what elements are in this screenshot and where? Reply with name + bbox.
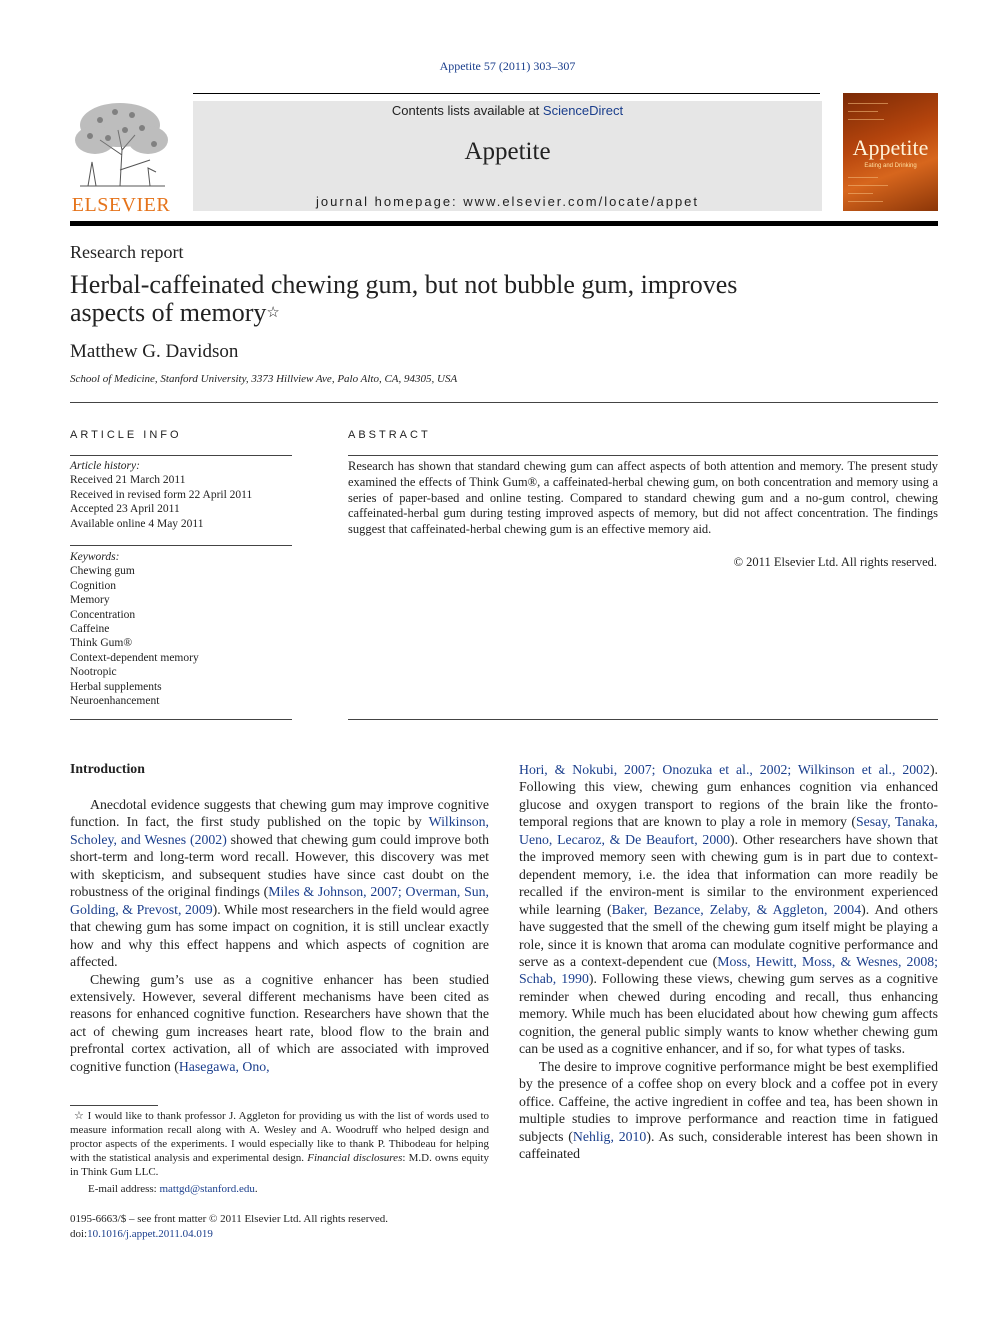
citation-link[interactable]: Miles & Johnson, 2007; Overman, Sun, Golding, & Prevost, 2009 xyxy=(70,884,489,917)
abstract-bottom-rule xyxy=(348,719,938,720)
issn-block xyxy=(70,1212,388,1242)
journal-title: Appetite xyxy=(464,138,551,165)
article-history xyxy=(70,459,292,531)
doi-line: doi:10.1016/j.appet.2011.04.019 xyxy=(70,1228,213,1240)
keyword-item: Concentration xyxy=(70,608,136,621)
cover-subtitle: Eating and Drinking xyxy=(864,163,917,169)
body-left-column xyxy=(70,796,489,1075)
journal-banner xyxy=(193,101,822,211)
keyword-item: Neuroenhancement xyxy=(70,695,160,708)
body-right-column xyxy=(519,761,938,1162)
cover-title: Appetite xyxy=(852,135,929,160)
section-heading-introduction: Introduction xyxy=(70,761,145,776)
keyword-item: Caffeine xyxy=(70,623,110,636)
keyword-item: Think Gum® xyxy=(70,637,133,650)
article-info-bottom-rule xyxy=(70,719,292,720)
keyword-item: Herbal supplements xyxy=(70,680,162,693)
paragraph: Chewing gum’s use as a cognitive enhancer has been studied extensively. However, several different mechanisms have been cited as reasons for enhanced cognitive function. Researchers have shown that the act of chewing gum increases heart rate, blood flow to the brain and prefrontal cortex activation, all of which are associated with improved cognitive function (Hasegawa, Ono, xyxy=(70,971,489,1074)
citation-link[interactable]: Nehlig, 2010 xyxy=(572,1128,647,1144)
history-item: Accepted 23 April 2011 xyxy=(70,503,180,516)
abstract-rule xyxy=(348,455,938,456)
keyword-item: Context-dependent memory xyxy=(70,651,199,664)
citation-link[interactable]: Moss, Hewitt, Moss, & Wesnes, 2008; Schab, 1990 xyxy=(519,953,938,987)
doi-link[interactable]: 10.1016/j.appet.2011.04.019 xyxy=(87,1228,213,1240)
abstract-text: Research has shown that standard chewing gum can affect aspects of both attention and memory. The present study examined the effects of Think Gum®, a caffeinated-herbal chewing gum, on both concentration and memory using a series of paper-based and online testing. Compared to standard chewing gum and a no-gum control, chewing caffeinated-herbal gum during testing improved aspects of memory, but did not affect concentration. The findings suggest that caffeinated-herbal chewing gum is an effective memory aid. xyxy=(348,459,938,537)
paragraph: Anecdotal evidence suggests that chewing gum may improve cognitive function. In fact, the first study published on the topic by Wilkinson, Scholey, and Wesnes (2002) showed that chewing gum could improve both short-term and long-term word recall. However, this discovery was met with skepticism, and subsequent studies have since cast doubt on the robustness of the original findings (Miles & Johnson, 2007; Overman, Sun, Golding, & Prevost, 2009). While most researchers in the field would agree that chewing gum has some impact on cognition, it is still unclear exactly how and why this effect happens and which aspects of cognition are affected. xyxy=(70,797,489,970)
keyword-item: Chewing gum xyxy=(70,565,135,578)
paragraph: Hori, & Nokubi, 2007; Onozuka et al., 2002; Wilkinson et al., 2002). Following this view, chewing gum enhances cognition via enhanced glucose and oxygen transport to regions of the brain like the fronto-temporal regions that are known to play a role in memory (Sesay, Tanaka, Ueno, Lecaroz, & De Beaufort, 2000). Other researchers have shown that the improved memory seen with chewing gum is in part due to context-dependent memory, i.e. the idea that information can more readily be recalled if the environ-ment is similar to the environment experienced while learning (Baker, Bezance, Zelaby, & Aggleton, 2004). And others have suggested that the smell of the chewing gum itself might be playing a role, since it is known that aroma can modulate cognitive performance and serve as a context-dependent cue (Moss, Hewitt, Moss, & Wesnes, 2008; Schab, 1990). Following these views, chewing gum serves as a cognitive reminder when chewed during encoding and recall, thus enhancing memory. While much has been elucidated about how chewing gum affects cognition, the general public simply wants to know whether chewing gum can be used as a cognitive enhancer, and if so, for what types of tasks. xyxy=(519,762,939,1057)
elsevier-logo xyxy=(70,100,172,214)
keywords-rule xyxy=(70,545,292,546)
email-link[interactable]: mattgd@stanford.edu xyxy=(159,1183,255,1195)
history-item: Received 21 March 2011 xyxy=(70,474,186,487)
header-top-rule xyxy=(193,93,820,94)
citation-link[interactable]: Hori, & Nokubi, 2007; Onozuka et al., 2002; Wilkinson et al., 2002 xyxy=(519,762,930,777)
keywords-label: Keywords: xyxy=(70,551,120,563)
citation-link[interactable]: Baker, Bezance, Zelaby, & Aggleton, 2004 xyxy=(611,901,862,917)
author-name[interactable]: Matthew G. Davidson xyxy=(70,341,239,362)
front-matter-line: 0195-6663/$ – see front matter © 2011 Elsevier Ltd. All rights reserved. xyxy=(70,1213,389,1225)
footnote-rule xyxy=(70,1105,158,1106)
citation-link[interactable]: Hasegawa, Ono, xyxy=(178,1058,270,1074)
article-type: Research report xyxy=(70,242,184,262)
journal-cover-image xyxy=(843,93,938,211)
journal-homepage-link[interactable]: journal homepage: www.elsevier.com/locate/appet xyxy=(315,194,700,209)
tree-logo-icon xyxy=(70,100,172,188)
citation-link[interactable]: Sesay, Tanaka, Ueno, Lecaroz, & De Beaufort, 2000 xyxy=(519,814,939,847)
publisher-name: ELSEVIER xyxy=(71,194,171,216)
keyword-item: Memory xyxy=(70,594,110,607)
author-email: E-mail address: mattgd@stanford.edu. xyxy=(88,1183,258,1195)
abstract-heading: ABSTRACT xyxy=(348,429,431,441)
footnote-mark: ☆ xyxy=(74,1110,85,1122)
author-affiliation: School of Medicine, Stanford University, 3373 Hillview Ave, Palo Alto, CA, 94305, USA xyxy=(70,373,458,385)
contents-line: Contents lists available at ScienceDirect xyxy=(391,103,624,118)
article-info-heading: ARTICLE INFO xyxy=(70,429,182,441)
citation-link[interactable]: Wilkinson, Scholey, and Wesnes (2002) xyxy=(70,814,489,847)
history-item: Available online 4 May 2011 xyxy=(70,517,204,530)
keyword-item: Nootropic xyxy=(70,666,117,679)
keyword-item: Cognition xyxy=(70,579,117,592)
article-title: Herbal-caffeinated chewing gum, but not bubble gum, improves aspects of memory☆ xyxy=(70,270,738,327)
header-thick-rule xyxy=(70,221,938,226)
history-item: Received in revised form 22 April 2011 xyxy=(70,488,253,501)
article-info-rule xyxy=(70,455,292,456)
paragraph: The desire to improve cognitive performance might be best exemplified by the presence of a coffee shop on every block and a coffee pot in every office. Caffeine, the active ingredient in coffee and tea, has been shown in multiple studies to improve performance and reaction time in fatigued subjects (Nehlig, 2010). As such, considerable interest has been shown in caffeinated xyxy=(519,1058,938,1161)
journal-citation[interactable]: Appetite 57 (2011) 303–307 xyxy=(439,59,576,73)
abstract-copyright: © 2011 Elsevier Ltd. All rights reserved. xyxy=(733,555,937,569)
acknowledgement-footnote: ☆ I would like to thank professor J. Aggleton for providing us with the list of words used to measure information recall along with A. Wesley and A. Woodruff who helped design and proctor aspects of the experiments. I would especially like to thank P. Thibodeau for helping with the statistical analysis and experimental design. Financial disclosures: M.D. owns equity in Think Gum LLC. xyxy=(70,1110,489,1179)
keywords-list xyxy=(70,550,292,708)
title-footnote-mark[interactable]: ☆ xyxy=(266,305,280,321)
history-label: Article history: xyxy=(70,460,140,472)
sciencedirect-link[interactable]: ScienceDirect xyxy=(542,103,624,118)
affiliation-rule xyxy=(70,402,938,403)
